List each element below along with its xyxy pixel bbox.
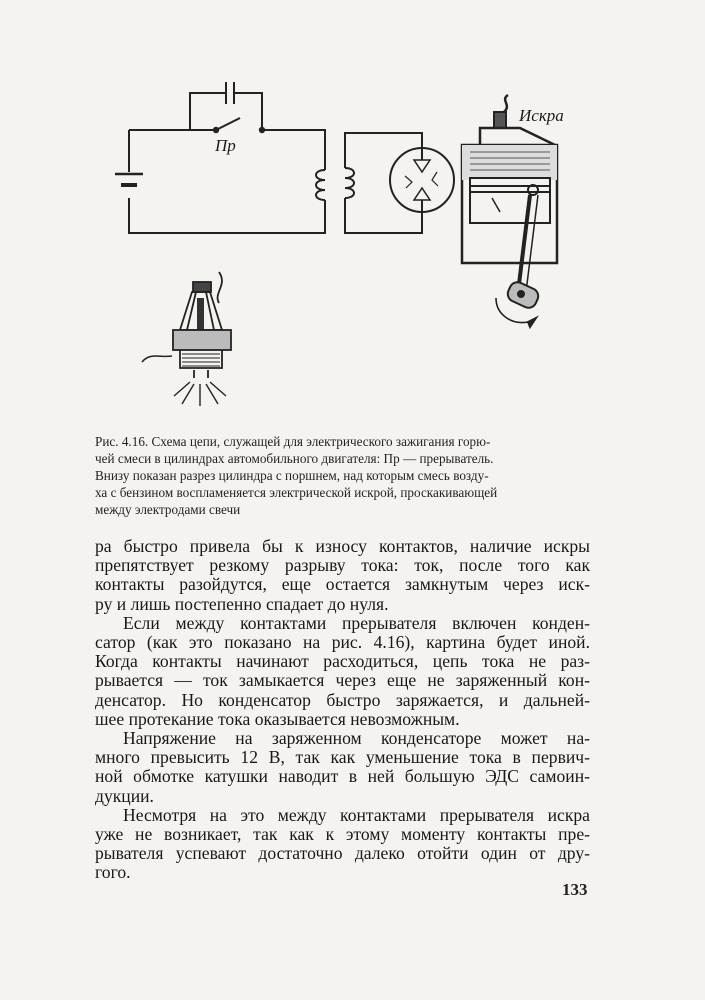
figure-caption — [95, 433, 595, 518]
electrode-bottom — [414, 188, 430, 200]
caption-line: чей смеси в цилиндрах автомобильного двигателя: Пр — прерыватель. — [95, 451, 494, 466]
body-text — [95, 537, 590, 883]
wire-top-right — [262, 130, 325, 170]
breaker-contact-right — [259, 127, 265, 133]
breaker-contact-left — [213, 127, 219, 133]
capacitor-wire-right — [235, 93, 262, 130]
figure-ignition-circuit — [0, 0, 705, 430]
text-line: Если между контактами прерывателя включен конден- — [123, 612, 590, 633]
text-line: ра быстро привела бы к износу контактов, наличие искры — [95, 536, 590, 556]
text-line: ной обмотке катушки наводит в ней большую ЭДС самоин- — [95, 766, 590, 787]
caption-line: между электродами свечи — [95, 502, 241, 517]
wire-bottom — [129, 198, 325, 233]
text-line: контакты разойдутся, еще остается замкнутым через иск- — [95, 574, 590, 595]
breaker-label: Пр — [215, 136, 236, 155]
text-line: шее протекание тока оказывается невозможным. — [95, 708, 460, 729]
text-line: сатор (как это показано на рис. 4.16), картина будет иной. — [95, 632, 590, 653]
text-line: дукции. — [95, 785, 154, 806]
breaker-arm — [216, 118, 240, 130]
caption-line: Внизу показан разрез цилиндра с поршнем, над которым смесь возду- — [95, 468, 489, 483]
text-line: уже не возникает, так как к этому моменту контакты пре- — [95, 824, 590, 845]
text-line: ру и лишь постепенно спадает до нуля. — [95, 593, 389, 614]
secondary-wire-bottom — [345, 198, 422, 233]
ignition-circuit-diagram — [0, 0, 705, 430]
electrode-top — [414, 160, 430, 172]
text-line: Напряжение на заряженном конденсаторе может на- — [123, 728, 590, 749]
spark-label: Искра — [519, 106, 564, 125]
primary-coil — [316, 170, 325, 200]
secondary-coil — [345, 168, 354, 198]
caption-line: ха с бензином воспламеняется электрической искрой, проскакивающей — [95, 485, 498, 500]
spark-plug — [142, 272, 231, 406]
capacitor-wire-left — [190, 93, 225, 130]
text-line: рывается — ток замыкается через еще не заряженный кон- — [95, 670, 590, 691]
page-number: 133 — [562, 880, 588, 899]
cylinder-section — [462, 95, 557, 327]
text-line: много превысить 12 В, так как уменьшение тока в первич- — [95, 747, 590, 768]
caption-line: Рис. 4.16. Схема цепи, служащей для электрического зажигания горю- — [95, 434, 491, 449]
text-line: денсатор. Но конденсатор быстро заряжается, и дальней- — [95, 689, 590, 710]
text-line: рывателя успевают достаточно далеко отойти один от дру- — [95, 843, 590, 864]
text-line: Когда контакты начинают расходиться, цепь тока не раз- — [95, 651, 590, 672]
text-line: препятствует резкому разрыву тока: ток, после того как — [95, 555, 590, 576]
text-line: Несмотря на это между контактами прерывателя искра — [123, 804, 590, 825]
text-line: гого. — [95, 862, 131, 883]
